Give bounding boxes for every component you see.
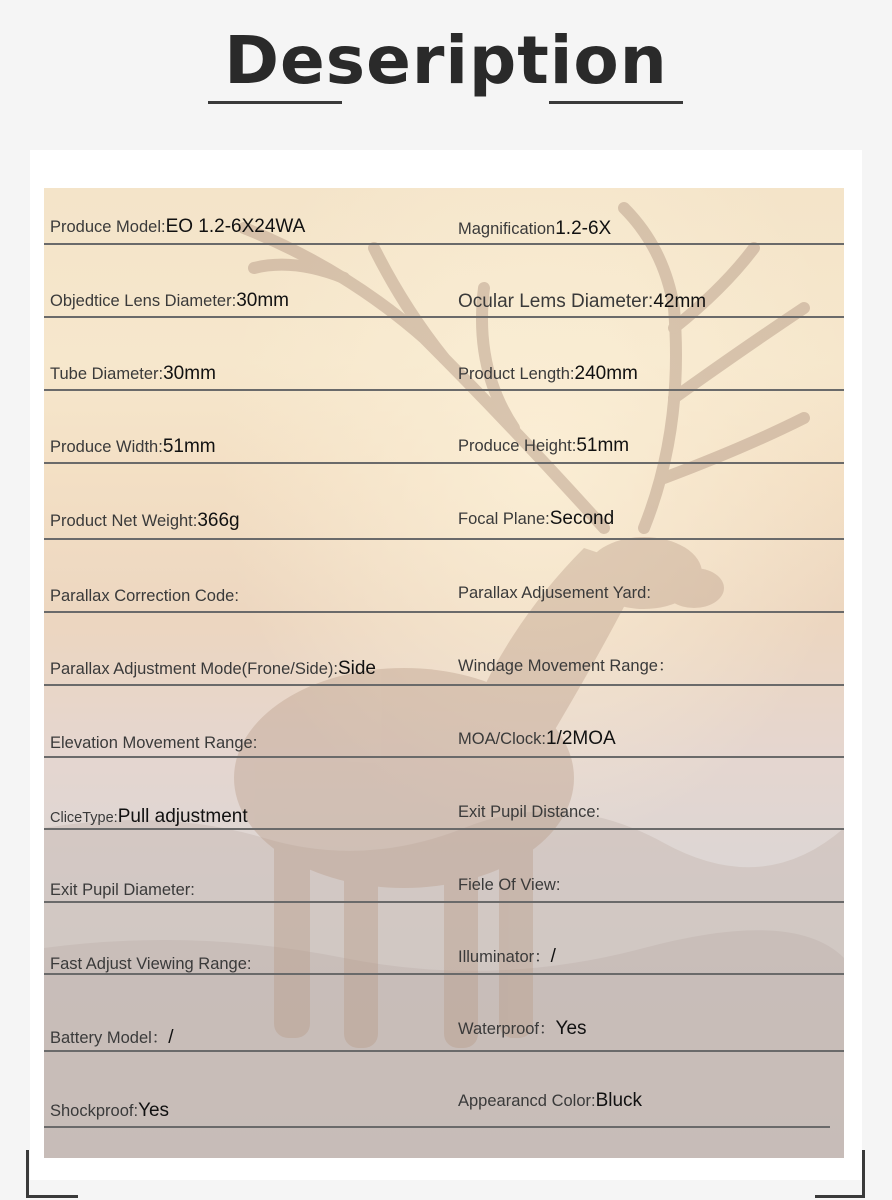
spec-item: [452, 468, 844, 538]
spec-item: [44, 839, 444, 909]
spec-item: [452, 834, 844, 904]
spec-item: [44, 766, 444, 836]
spec-label: Produce Height:: [458, 437, 577, 455]
spec-value: 42mm: [653, 291, 707, 312]
spec-item: [452, 688, 844, 758]
spec-value: 240mm: [574, 363, 638, 384]
spec-value: EO 1.2-6X24WA: [165, 216, 306, 237]
spec-label: Exit Pupil Distance:: [458, 803, 601, 821]
spec-item: [44, 323, 444, 393]
spec-label: Parallax Adjusement Yard:: [458, 584, 651, 602]
spec-item: [44, 987, 444, 1057]
row-divider: [44, 1126, 830, 1128]
spec-item: [452, 251, 844, 321]
row-divider: [44, 901, 844, 903]
spec-label: Product Net Weight:: [50, 512, 198, 530]
spec-item: [44, 692, 444, 762]
spec-value: Yes: [555, 1018, 587, 1039]
spec-label: Waterproof：: [458, 1020, 556, 1038]
spec-item: [44, 250, 444, 320]
spec-item: [44, 618, 444, 688]
spec-item: [44, 470, 444, 540]
spec-item: [44, 1060, 444, 1130]
spec-value: /: [550, 946, 556, 967]
spec-label: Ocular Lems Diameter:: [458, 291, 654, 312]
spec-value: 51mm: [576, 435, 630, 456]
title-underline-left: [208, 101, 342, 104]
row-divider: [44, 243, 844, 245]
spec-item: [452, 178, 844, 248]
spec-item: [44, 396, 444, 466]
spec-label: Illuminator：: [458, 948, 551, 966]
spec-value: Bluck: [595, 1090, 643, 1111]
spec-value: 1/2MOA: [546, 728, 616, 749]
corner-bracket-right: [862, 1150, 865, 1198]
spec-value: 30mm: [236, 290, 289, 311]
corner-bracket-left-base: [26, 1195, 78, 1198]
spec-item: [452, 906, 844, 976]
spec-value: 366g: [197, 510, 240, 531]
row-divider: [44, 538, 844, 540]
spec-label: Product Length:: [458, 365, 575, 383]
spec-label: Magnification: [458, 220, 556, 238]
spec-label: MOA/Clock:: [458, 730, 547, 748]
row-divider: [44, 684, 844, 686]
spec-label: Objedtice Lens Diameter:: [50, 292, 237, 310]
spec-value: Pull adjustment: [117, 806, 248, 827]
spec-label: Battery Model：: [50, 1029, 169, 1047]
spec-item: [44, 176, 444, 246]
spec-value: 30mm: [163, 363, 216, 384]
spec-item: [452, 1050, 844, 1120]
row-divider: [44, 462, 844, 464]
spec-item: [452, 395, 844, 465]
row-divider: [44, 611, 844, 613]
title-underline-right: [549, 101, 683, 104]
spec-label: Fiele Of View:: [458, 876, 561, 894]
spec-label: Parallax Correction Code:: [50, 587, 239, 605]
spec-item: [452, 323, 844, 393]
row-divider: [44, 756, 844, 758]
spec-label: Fast Adjust Viewing Range:: [50, 955, 252, 973]
spec-value: Yes: [138, 1100, 170, 1121]
spec-label: Tube Diameter:: [50, 365, 164, 383]
spec-label: Focal Plane:: [458, 510, 550, 528]
spec-label: Produce Model:: [50, 218, 166, 236]
spec-value: 51mm: [162, 436, 216, 457]
spec-item: [452, 542, 844, 612]
spec-label: Appearancd Color:: [458, 1092, 596, 1110]
spec-item: [44, 545, 444, 615]
spec-label: Produce Width:: [50, 438, 163, 456]
spec-value: 1.2-6X: [555, 218, 612, 239]
spec-value: /: [168, 1027, 174, 1048]
corner-bracket-left: [26, 1150, 29, 1198]
spec-label: Parallax Adjustment Mode(Frone/Side):: [50, 660, 338, 678]
page-title: Deseription: [224, 22, 668, 99]
row-divider: [44, 828, 844, 830]
spec-label: Elevation Movement Range:: [50, 734, 258, 752]
row-divider: [44, 316, 844, 318]
spec-label: Exit Pupil Diameter:: [50, 881, 195, 899]
spec-item: [452, 761, 844, 831]
spec-item: [452, 615, 844, 685]
spec-item: [452, 978, 844, 1048]
row-divider: [44, 973, 844, 975]
spec-label: Shockproof:: [50, 1102, 139, 1120]
spec-value: Side: [337, 658, 376, 679]
spec-label: CliceType:: [50, 810, 118, 826]
row-divider: [44, 389, 844, 391]
corner-bracket-right-base: [815, 1195, 865, 1198]
spec-label: Windage Movement Range：: [458, 657, 675, 675]
spec-value: Second: [549, 508, 615, 529]
